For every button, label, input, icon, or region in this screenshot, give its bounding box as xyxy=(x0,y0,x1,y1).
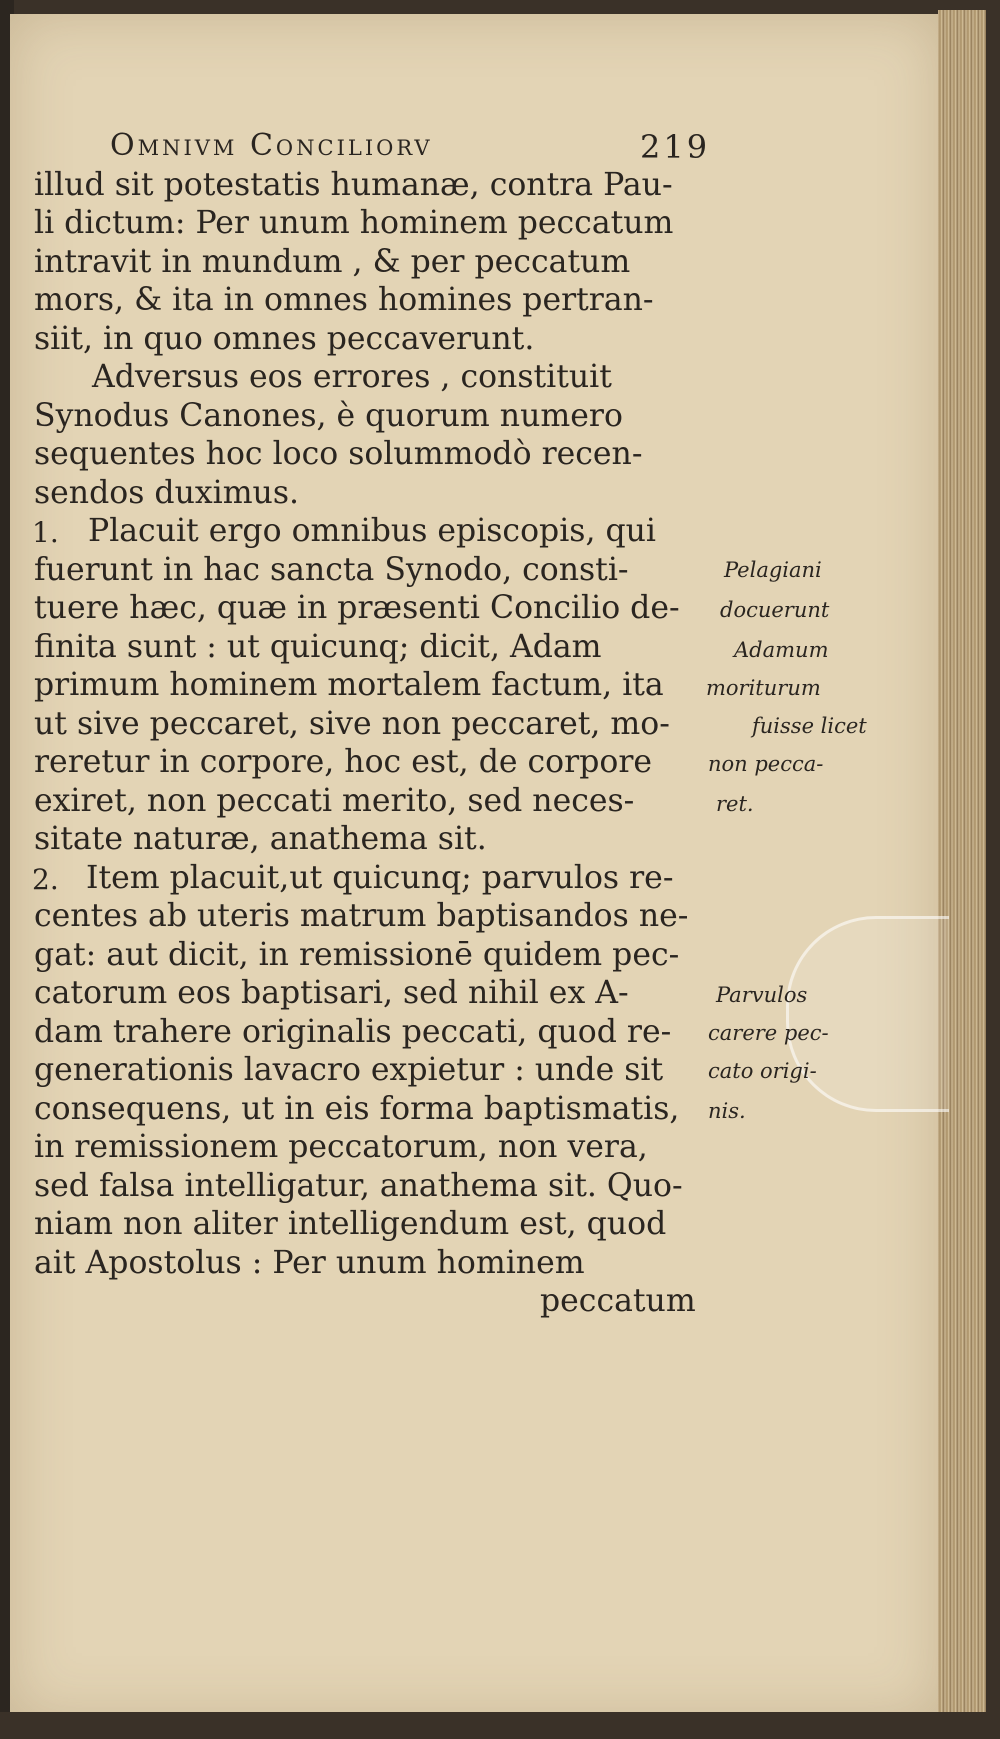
margin-note: moriturum xyxy=(706,676,821,700)
text-line: reretur in corpore, hoc est, de corpore xyxy=(34,744,653,780)
text-line: mors, & ita in omnes homines pertran- xyxy=(34,282,654,318)
text-line: in remissionem peccatorum, non vera, xyxy=(34,1129,648,1165)
catchword: peccatum xyxy=(540,1283,696,1319)
text-line: consequens, ut in eis forma baptismatis, xyxy=(34,1091,680,1127)
page-edges xyxy=(938,10,986,1715)
text-line: dam trahere originalis peccati, quod re- xyxy=(34,1014,672,1050)
page-number: 219 xyxy=(640,128,711,166)
canon-number: 1. xyxy=(32,516,59,549)
margin-note: Parvulos xyxy=(716,983,808,1007)
text-line: ait Apostolus : Per unum hominem xyxy=(34,1245,585,1281)
text-line: finita sunt : ut quicunq; dicit, Adam xyxy=(34,629,602,665)
text-line: centes ab uteris matrum baptisandos ne- xyxy=(34,898,689,934)
text-line: intravit in mundum , & per peccatum xyxy=(34,244,631,280)
text-line: Synodus Canones, è quorum numero xyxy=(34,398,623,434)
text-line: fuerunt in hac sancta Synodo, consti- xyxy=(34,552,629,588)
margin-note: docuerunt xyxy=(720,598,830,622)
margin-note: ret. xyxy=(716,792,754,816)
text-line: primum hominem mortalem factum, ita xyxy=(34,667,664,703)
text-line: Adversus eos errores , constituit xyxy=(92,359,612,395)
canon-number: 2. xyxy=(32,863,59,896)
text-line: niam non aliter intelligendum est, quod xyxy=(34,1206,667,1242)
bottom-edge xyxy=(0,1712,1000,1739)
text-line: sitate naturæ, anathema sit. xyxy=(34,821,487,857)
text-line: generationis lavacro expietur : unde sit xyxy=(34,1052,664,1088)
text-line: exiret, non peccati merito, sed neces- xyxy=(34,783,635,819)
margin-note: nis. xyxy=(708,1099,746,1123)
margin-note: Pelagiani xyxy=(724,558,822,582)
text-line: catorum eos baptisari, sed nihil ex A- xyxy=(34,975,629,1011)
text-line: sed falsa intelligatur, anathema sit. Quo- xyxy=(34,1168,683,1204)
margin-note: Adamum xyxy=(734,638,829,662)
text-line: Item placuit,ut quicunq; parvulos re- xyxy=(86,860,674,896)
text-line: sequentes hoc loco solummodò recen- xyxy=(34,436,643,472)
text-line: illud sit potestatis humanæ, contra Pau- xyxy=(34,167,673,203)
margin-note: fuisse licet xyxy=(752,714,867,738)
text-line: gat: aut dicit, in remissionē quidem pec- xyxy=(34,937,680,973)
text-line: siit, in quo omnes peccaverunt. xyxy=(34,321,535,357)
margin-note: cato origi- xyxy=(708,1059,817,1083)
text-line: ut sive peccaret, sive non peccaret, mo- xyxy=(34,706,670,742)
text-line: Placuit ergo omnibus episcopis, qui xyxy=(88,513,656,549)
margin-note: non pecca- xyxy=(708,752,824,776)
header-title: Omnivm Conciliorv xyxy=(110,128,433,163)
text-line: tuere hæc, quæ in præsenti Concilio de- xyxy=(34,590,680,626)
running-header xyxy=(110,128,710,168)
margin-note: carere pec- xyxy=(708,1021,829,1045)
text-line: li dictum: Per unum hominem peccatum xyxy=(34,205,674,241)
text-line: sendos duximus. xyxy=(34,475,300,511)
